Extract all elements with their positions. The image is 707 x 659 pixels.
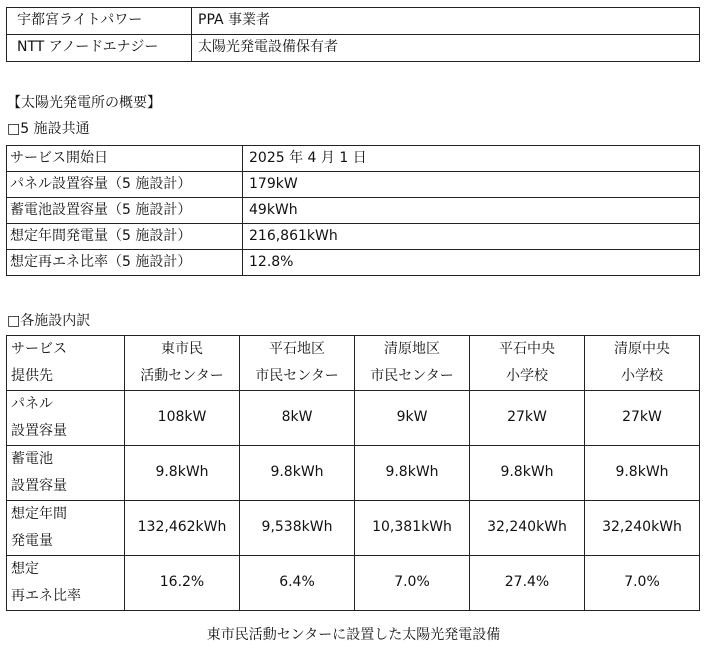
overview-heading: 【太陽光発電所の概要】 xyxy=(7,95,161,111)
table-row xyxy=(7,501,700,556)
table-cell: 8kW xyxy=(240,391,355,446)
summary-value: 2025 年 4 月 1 日 xyxy=(243,146,700,172)
summary-value: 49kWh xyxy=(243,198,700,224)
table-cell: 32,240kWh xyxy=(470,501,585,556)
table-cell: 32,240kWh xyxy=(585,501,700,556)
header-label-line: 提供先 xyxy=(11,368,53,384)
table-cell: 9.8kWh xyxy=(585,446,700,501)
summary-label: 想定再エネ比率（5 施設計） xyxy=(7,250,243,276)
summary-label: 蓄電池設置容量（5 施設計） xyxy=(7,198,243,224)
facility-name-line: 平石中央 xyxy=(499,341,555,357)
table-cell: 27kW xyxy=(585,391,700,446)
facility-name xyxy=(585,336,700,391)
table-row xyxy=(7,8,700,35)
row-label xyxy=(7,556,125,611)
row-label xyxy=(7,446,125,501)
table-cell: 9.8kWh xyxy=(125,446,240,501)
table-cell: 9kW xyxy=(355,391,470,446)
facility-name-line: 小学校 xyxy=(506,368,548,384)
table-cell: 27kW xyxy=(470,391,585,446)
table-cell: 9.8kWh xyxy=(355,446,470,501)
common-heading: □5 施設共通 xyxy=(7,121,90,137)
row-label-line: 設置容量 xyxy=(11,478,67,494)
photo-caption: 東市民活動センターに設置した太陽光発電設備 xyxy=(206,627,501,643)
facility-name-line: 市民センター xyxy=(255,368,339,384)
table-row xyxy=(7,556,700,611)
table-cell: 9,538kWh xyxy=(240,501,355,556)
table-row xyxy=(7,446,700,501)
summary-value: 12.8% xyxy=(243,250,700,276)
table-cell: 16.2% xyxy=(125,556,240,611)
roles-table xyxy=(6,7,700,62)
row-label-line: パネル xyxy=(11,396,53,412)
row-label-line: 発電量 xyxy=(11,533,53,549)
summary-value: 179kW xyxy=(243,172,700,198)
header-label xyxy=(7,336,125,391)
facility-name xyxy=(355,336,470,391)
table-cell: 6.4% xyxy=(240,556,355,611)
row-label-line: 想定 xyxy=(11,561,39,577)
table-row xyxy=(7,224,700,250)
summary-table xyxy=(6,145,700,276)
summary-value: 216,861kWh xyxy=(243,224,700,250)
table-cell: 7.0% xyxy=(585,556,700,611)
table-cell: 27.4% xyxy=(470,556,585,611)
facility-name-line: 清原中央 xyxy=(614,341,670,357)
table-row xyxy=(7,250,700,276)
facility-name-line: 市民センター xyxy=(370,368,454,384)
table-row xyxy=(7,172,700,198)
facilities-heading: □各施設内訳 xyxy=(7,313,91,329)
facility-name xyxy=(240,336,355,391)
table-row xyxy=(7,146,700,172)
facility-name-line: 清原地区 xyxy=(384,341,440,357)
company-name: NTT アノードエナジー xyxy=(7,35,192,62)
table-row xyxy=(7,35,700,62)
row-label xyxy=(7,501,125,556)
header-label-line: サービス xyxy=(11,341,67,357)
facility-name-line: 平石地区 xyxy=(269,341,325,357)
table-row xyxy=(7,198,700,224)
table-row xyxy=(7,391,700,446)
summary-label: 想定年間発電量（5 施設計） xyxy=(7,224,243,250)
row-label-line: 設置容量 xyxy=(11,423,67,439)
table-cell: 9.8kWh xyxy=(240,446,355,501)
company-role: 太陽光発電設備保有者 xyxy=(192,35,700,62)
table-cell: 108kW xyxy=(125,391,240,446)
facility-name xyxy=(125,336,240,391)
summary-label: パネル設置容量（5 施設計） xyxy=(7,172,243,198)
facility-name-line: 東市民 xyxy=(161,341,203,357)
table-cell: 10,381kWh xyxy=(355,501,470,556)
company-name: 宇都宮ライトパワー xyxy=(7,8,192,35)
facility-name xyxy=(470,336,585,391)
table-cell: 7.0% xyxy=(355,556,470,611)
table-cell: 9.8kWh xyxy=(470,446,585,501)
row-label xyxy=(7,391,125,446)
facilities-table xyxy=(6,335,700,611)
summary-label: サービス開始日 xyxy=(7,146,243,172)
company-role: PPA 事業者 xyxy=(192,8,700,35)
row-label-line: 蓄電池 xyxy=(11,451,53,467)
table-header-row xyxy=(7,336,700,391)
facility-name-line: 小学校 xyxy=(621,368,663,384)
row-label-line: 想定年間 xyxy=(11,506,67,522)
row-label-line: 再エネ比率 xyxy=(11,588,81,604)
table-cell: 132,462kWh xyxy=(125,501,240,556)
facility-name-line: 活動センター xyxy=(140,368,224,384)
